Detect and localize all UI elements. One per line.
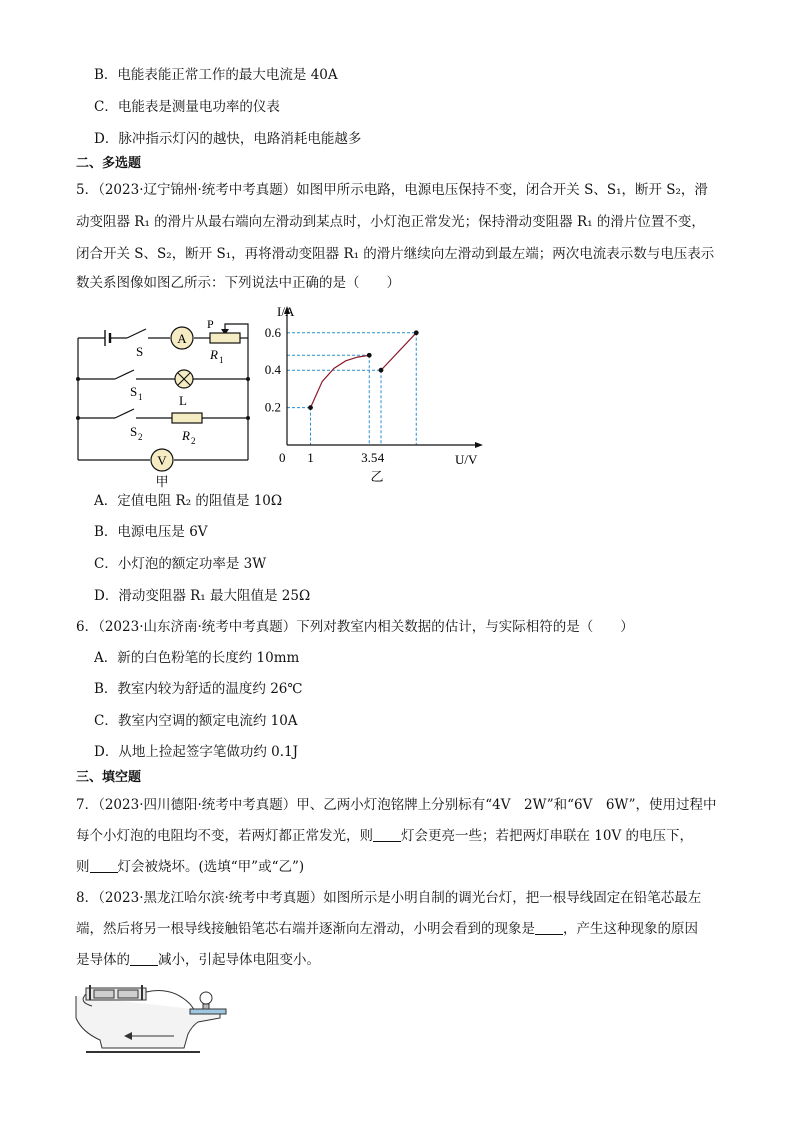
- circuit-diagram: [70, 310, 270, 490]
- q6-option-d: D．从地上捡起签字笔做功约 0.1J: [94, 744, 298, 760]
- section-title-fill-blank: 三、填空题: [76, 770, 142, 785]
- data-point-2: [379, 368, 384, 373]
- q7-line3-part1: 则: [76, 859, 90, 875]
- q8-line3-part1: 是导体的: [76, 952, 130, 968]
- resistor-iu-line: [381, 333, 416, 370]
- y-axis-label: I/A: [277, 304, 295, 319]
- q6-option-a: A．新的白色粉笔的长度约 10mm: [94, 650, 300, 666]
- q7-stem-line1: 7．（2023·四川德阳·统考中考真题）甲、乙两小灯泡铭牌上分别标有“4V 2W”和“6V 6W”，使用过程中: [76, 797, 717, 813]
- lamp-iu-curve: [311, 355, 370, 407]
- x-tick-label: 4: [377, 450, 385, 465]
- q8-blank-1[interactable]: [535, 920, 563, 935]
- q7-blank-2[interactable]: [90, 858, 118, 873]
- r2-label-subscript: 2: [191, 436, 196, 446]
- q5-stem-line3: 闭合开关 S、S₂，断开 S₁，再将滑动变阻器 R₁ 的滑片继续向左滑动到最左端；两次电流表示数与电压表示: [76, 246, 715, 262]
- q4-option-b: B．电能表能正常工作的最大电流是 40A: [94, 67, 338, 83]
- data-point-1: [367, 353, 372, 358]
- rheostat-r1-icon: [210, 333, 240, 343]
- slider-p-label: P: [207, 317, 214, 331]
- q7-stem-line3: [76, 857, 304, 877]
- q7-stem-line2: [76, 826, 693, 846]
- q8-line2-part2: ，产生这种现象的原因: [563, 921, 698, 937]
- lamp-l-label: L: [179, 393, 187, 408]
- q5-option-d: D．滑动变阻器 R₁ 最大阻值是 25Ω: [94, 588, 311, 604]
- dimmer-lamp-figure: [72, 982, 242, 1057]
- voltmeter-label: V: [157, 453, 167, 468]
- switch-s-label: S: [136, 344, 144, 359]
- r2-label: R: [182, 428, 190, 443]
- q6-option-b: B．教室内较为舒适的温度约 26℃: [94, 681, 303, 697]
- q5-option-a: A．定值电阻 R₂ 的阻值是 10Ω: [94, 493, 283, 509]
- q5-stem-line1: 5．（2023·辽宁锦州·统考中考真题）如图甲所示电路，电源电压保持不变，闭合开关 S、S₁，断开 S₂，滑: [76, 182, 708, 198]
- r1-label-subscript: 1: [219, 355, 224, 365]
- data-point-3: [414, 330, 419, 335]
- y-tick-label: 0.2: [264, 399, 281, 415]
- q5-option-b: B．电源电压是 6V: [94, 524, 208, 540]
- x-tick-label: 3.5: [361, 450, 378, 465]
- q5-option-c: C．小灯泡的额定功率是 3W: [94, 556, 267, 572]
- y-tick-label: 0.6: [264, 324, 281, 340]
- q8-stem-line1: 8．（2023·黑龙江哈尔滨·统考中考真题）如图所示是小明自制的调光台灯，把一根导线固定在铅笔芯最左: [76, 890, 702, 906]
- data-point-0: [308, 405, 313, 410]
- y-tick-label: 0.4: [264, 362, 281, 378]
- q8-stem-line2: [76, 919, 698, 939]
- switch-s2-subscript: 2: [138, 432, 143, 442]
- ammeter-label: A: [177, 331, 187, 346]
- origin-label: 0: [279, 450, 286, 465]
- q5-stem-line2: 动变阻器 R₁ 的滑片从最右端向左滑动到某点时，小灯泡正常发光；保持滑动变阻器 R₁ 的滑片位置不变，: [76, 214, 705, 230]
- switch-s1-subscript: 1: [138, 392, 143, 402]
- r1-label: R: [210, 347, 218, 362]
- section-title-multiple-choice: 二、多选题: [76, 156, 142, 171]
- switch-s2-label: S: [130, 424, 138, 439]
- q6-stem: 6．（2023·山东济南·统考中考真题）下列对教室内相关数据的估计，与实际相符的是（ ）: [76, 619, 634, 635]
- q8-blank-2[interactable]: [130, 951, 158, 966]
- q4-option-c: C．电能表是测量电功率的仪表: [94, 99, 280, 115]
- x-axis-label: U/V: [455, 452, 478, 467]
- resistor-r2-icon: [172, 413, 202, 423]
- x-tick-label: 1: [307, 450, 314, 465]
- q7-line2-part2: 灯会更亮一些；若把两灯串联在 10V 的电压下，: [401, 828, 694, 844]
- iu-graph: [255, 300, 495, 490]
- q7-line3-part2: 灯会被烧坏。(选填“甲”或“乙”): [117, 859, 305, 875]
- q5-stem-line4: 数关系图像如图乙所示：下列说法中正确的是（ ）: [76, 275, 400, 291]
- figure-yi-caption: 乙: [370, 469, 384, 484]
- figure-jia-caption: 甲: [155, 474, 169, 489]
- q7-line2-part1: 每个小灯泡的电阻均不变，若两灯都正常发光，则: [76, 828, 373, 844]
- switch-s1-label: S: [130, 384, 138, 399]
- q8-line3-part2: 减小，引起导体电阻变小。: [158, 952, 320, 968]
- q4-option-d: D．脉冲指示灯闪的越快，电路消耗电能越多: [94, 131, 362, 147]
- x-axis-arrow-icon: [475, 442, 483, 448]
- q8-stem-line3: [76, 950, 320, 970]
- q6-option-c: C．教室内空调的额定电流约 10A: [94, 713, 298, 729]
- q8-line2-part1: 端，然后将另一根导线接触铅笔芯右端并逐渐向左滑动，小明会看到的现象是: [76, 921, 535, 937]
- q7-blank-1[interactable]: [373, 827, 401, 842]
